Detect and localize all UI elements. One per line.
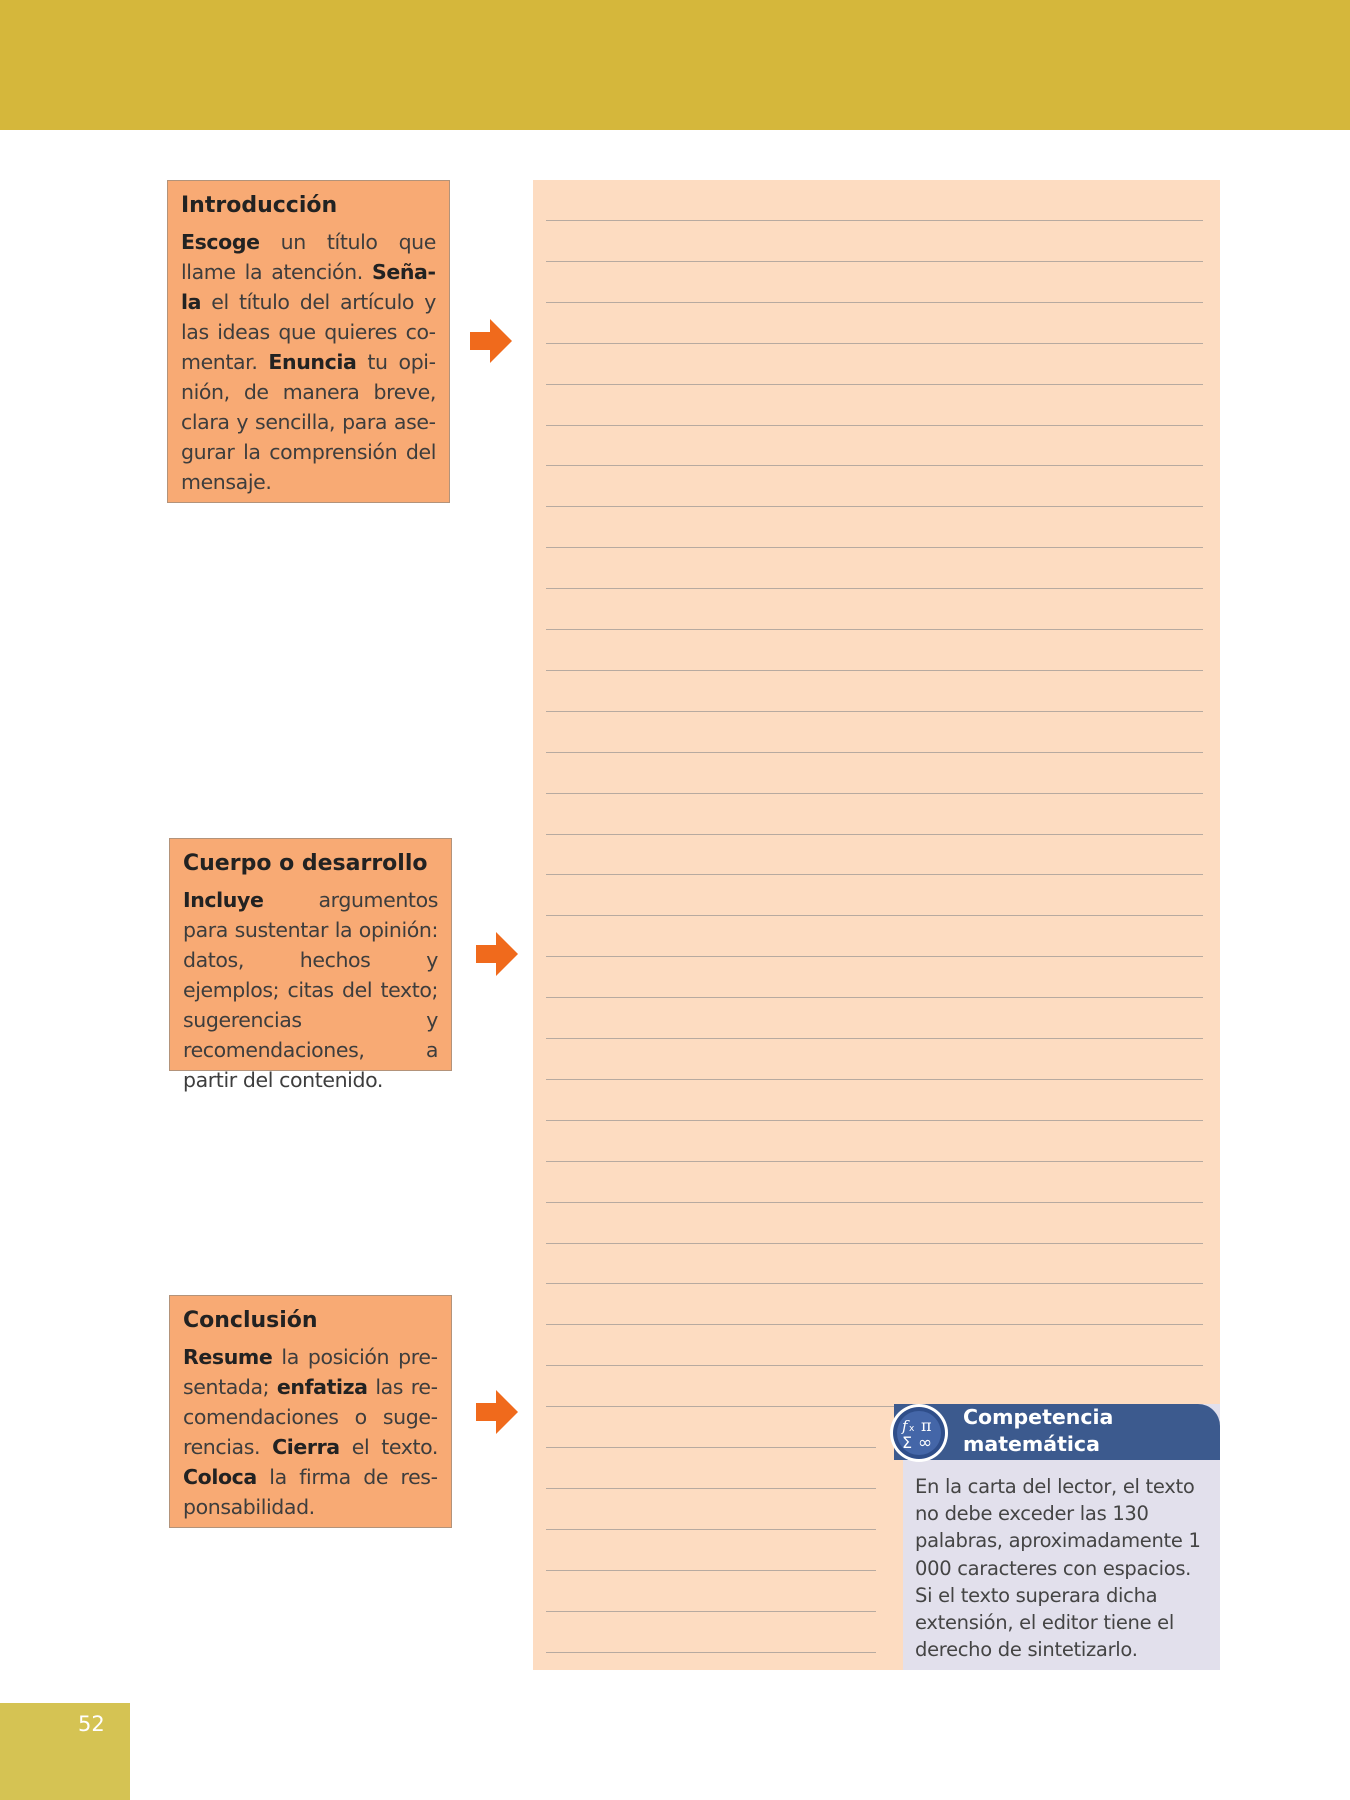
writing-line (546, 915, 1203, 916)
writing-line (546, 1243, 1203, 1244)
page-number: 52 (78, 1712, 105, 1736)
writing-line (546, 1202, 1203, 1203)
svg-text:π: π (921, 1416, 932, 1435)
writing-line (546, 302, 1203, 303)
writing-line (546, 1283, 1203, 1284)
writing-line (546, 1447, 876, 1448)
writing-line (546, 343, 1203, 344)
text-run: argumentos para sustentar la opinión: datos, hechos y ejemplos; citas del texto; sugerencias y recomendaciones, a partir del contenido. (183, 888, 438, 1092)
writing-line (546, 1611, 876, 1612)
text-run: el título del artículo y las ideas que quieres comentar. (181, 290, 436, 374)
writing-line (546, 1652, 876, 1653)
arrow-right-icon (476, 1390, 518, 1434)
svg-text:x: x (909, 1424, 915, 1434)
keyword: enfatiza (276, 1375, 368, 1399)
writing-line (546, 465, 1203, 466)
writing-line (546, 1079, 1203, 1080)
text-run: un título que llame la atención. (181, 230, 436, 284)
writing-line (546, 1120, 1203, 1121)
writing-line (546, 1529, 876, 1530)
keyword: Enuncia (268, 350, 357, 374)
svg-text:Σ: Σ (902, 1433, 913, 1452)
text-run: la firma de responsabilidad. (183, 1465, 438, 1519)
conclusion-title: Conclusión (183, 1308, 318, 1333)
cuerpo-text (183, 885, 438, 1095)
text-run: tu opinión, de manera breve, clara y sencilla, para asegurar la comprensión del mensaje. (181, 350, 437, 494)
math-symbols-icon (888, 1402, 950, 1464)
text-run: la posición presentada; (183, 1345, 438, 1399)
writing-line (546, 547, 1203, 548)
keyword: Cierra (272, 1435, 340, 1459)
writing-line (546, 1365, 1203, 1366)
writing-line (546, 1161, 1203, 1162)
writing-line (546, 752, 1203, 753)
svg-text:∞: ∞ (918, 1433, 933, 1453)
writing-line (546, 711, 1203, 712)
cuerpo-box (169, 838, 452, 1092)
keyword: Escoge (181, 230, 260, 254)
introduccion-box (167, 180, 450, 503)
writing-line (546, 793, 1203, 794)
writing-line (546, 1324, 1203, 1325)
svg-text:f: f (902, 1417, 908, 1435)
page-number-tab (0, 1703, 130, 1800)
keyword: Señala (181, 260, 436, 314)
introduccion-title: Introducción (181, 193, 338, 218)
writing-line (546, 956, 1203, 957)
competencia-title (963, 1404, 1113, 1458)
cuerpo-title: Cuerpo o desarrollo (183, 851, 428, 876)
competencia-title-line2: matemática (963, 1432, 1100, 1456)
conclusion-box (169, 1295, 452, 1528)
writing-line (546, 834, 1203, 835)
writing-line (546, 384, 1203, 385)
text-run: las recomendaciones o sugerencias. (183, 1375, 438, 1459)
conclusion-text (183, 1342, 438, 1522)
writing-line (546, 588, 1203, 589)
writing-line (546, 1488, 876, 1489)
writing-line (546, 874, 1203, 875)
keyword: Resume (183, 1345, 273, 1369)
header-band (0, 0, 1350, 130)
writing-line (546, 1038, 1203, 1039)
competencia-text: En la carta del lector, el texto no debe exceder las 130 palabras, aproximadamente 1 000 caracteres con espacios. Si el texto superara dicha extensión, el editor tiene el derecho de sintetizarlo. (915, 1475, 1201, 1662)
writing-line (546, 629, 1203, 630)
writing-line (546, 506, 1203, 507)
text-run: el texto. (339, 1435, 438, 1459)
keyword: Incluye (183, 888, 264, 912)
writing-line (546, 997, 1203, 998)
introduccion-text (181, 227, 436, 497)
writing-line (546, 670, 1203, 671)
writing-line (546, 220, 1203, 221)
arrow-right-icon (470, 319, 512, 363)
writing-line (546, 425, 1203, 426)
writing-line (546, 1570, 876, 1571)
competencia-title-line1: Competencia (963, 1405, 1114, 1429)
arrow-right-icon (476, 932, 518, 976)
keyword: Coloca (183, 1465, 257, 1489)
writing-line (546, 261, 1203, 262)
